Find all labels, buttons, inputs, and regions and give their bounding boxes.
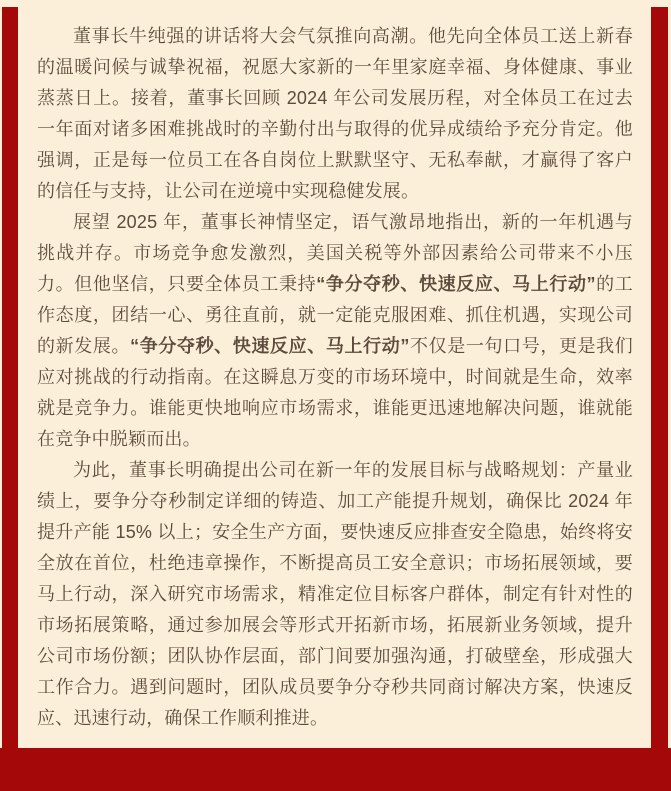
emphasis-text-segment: “争分夺秒、快速反应、马上行动” (130, 336, 410, 356)
content-area (19, 0, 650, 748)
article (37, 21, 633, 734)
right-border-bar (651, 7, 668, 791)
emphasis-text-segment: “争分夺秒、快速反应、马上行动” (316, 274, 596, 294)
paragraph (37, 21, 633, 207)
paragraph (37, 455, 633, 734)
body-text-segment: 不仅是一句口号，更是我们应对挑战的行动指南。在这瞬息万变的市场环境中，时间就是生命，效率就是竞争力。谁能更快地响应市场需求，谁能更迅速地解决问题，谁就能在竞争中脱颖而出。 (37, 336, 633, 449)
paragraph (37, 207, 633, 455)
body-text-segment: 为此，董事长明确提出公司在新一年的发展目标与战略规划：产量业绩上，要争分夺秒制定详细的铸造、加工产能提升规划，确保比 2024 年提升产能 15% 以上；安全生产方面，要快速反应排查安全隐患，始终将安全放在首位，杜绝违章操作，不断提高员工安全意识；市场拓展领域，要马上行动，深入研究市场需求，精准定位目标客户群体，制定有针对性的市场拓展策略，通过参加展会等形式开拓新市场，拓展新业务领域，提升公司市场份额；团队协作层面，部门间要加强沟通，打破壁垒，形成强大工作合力。遇到问题时，团队成员要争分夺秒共同商讨解决方案，快速反应、迅速行动，确保工作顺利推进。 (37, 460, 633, 728)
body-text-segment: 展望 2025 年，董事长神情坚定，语气激昂地指出，新的一年机遇与挑战并存。市场竞争愈发激烈，美国关税等外部因素给公司带来不小压力。但他坚信，只要全体员工秉持 (37, 212, 633, 294)
body-text-segment: 的工作态度，团结一心、勇往直前，就一定能克服困难、抓住机遇，实现公司的新发展。 (37, 274, 634, 356)
body-text-segment: 董事长牛纯强的讲话将大会气氛推向高潮。他先向全体员工送上新春的温暖问候与诚挚祝福，祝愿大家新的一年里家庭幸福、身体健康、事业蒸蒸日上。接着，董事长回顾 2024 年公司发展历程，对全体员工在过去一年面对诸多困难挑战时的辛勤付出与取得的优异成绩给予充分肯定。他强调，正是每一位员工在各自岗位上默默坚守、无私奉献，才赢得了客户的信任与支持，让公司在逆境中实现稳健发展。 (37, 26, 633, 201)
left-border-bar (2, 7, 18, 791)
bottom-border-band (0, 748, 671, 791)
